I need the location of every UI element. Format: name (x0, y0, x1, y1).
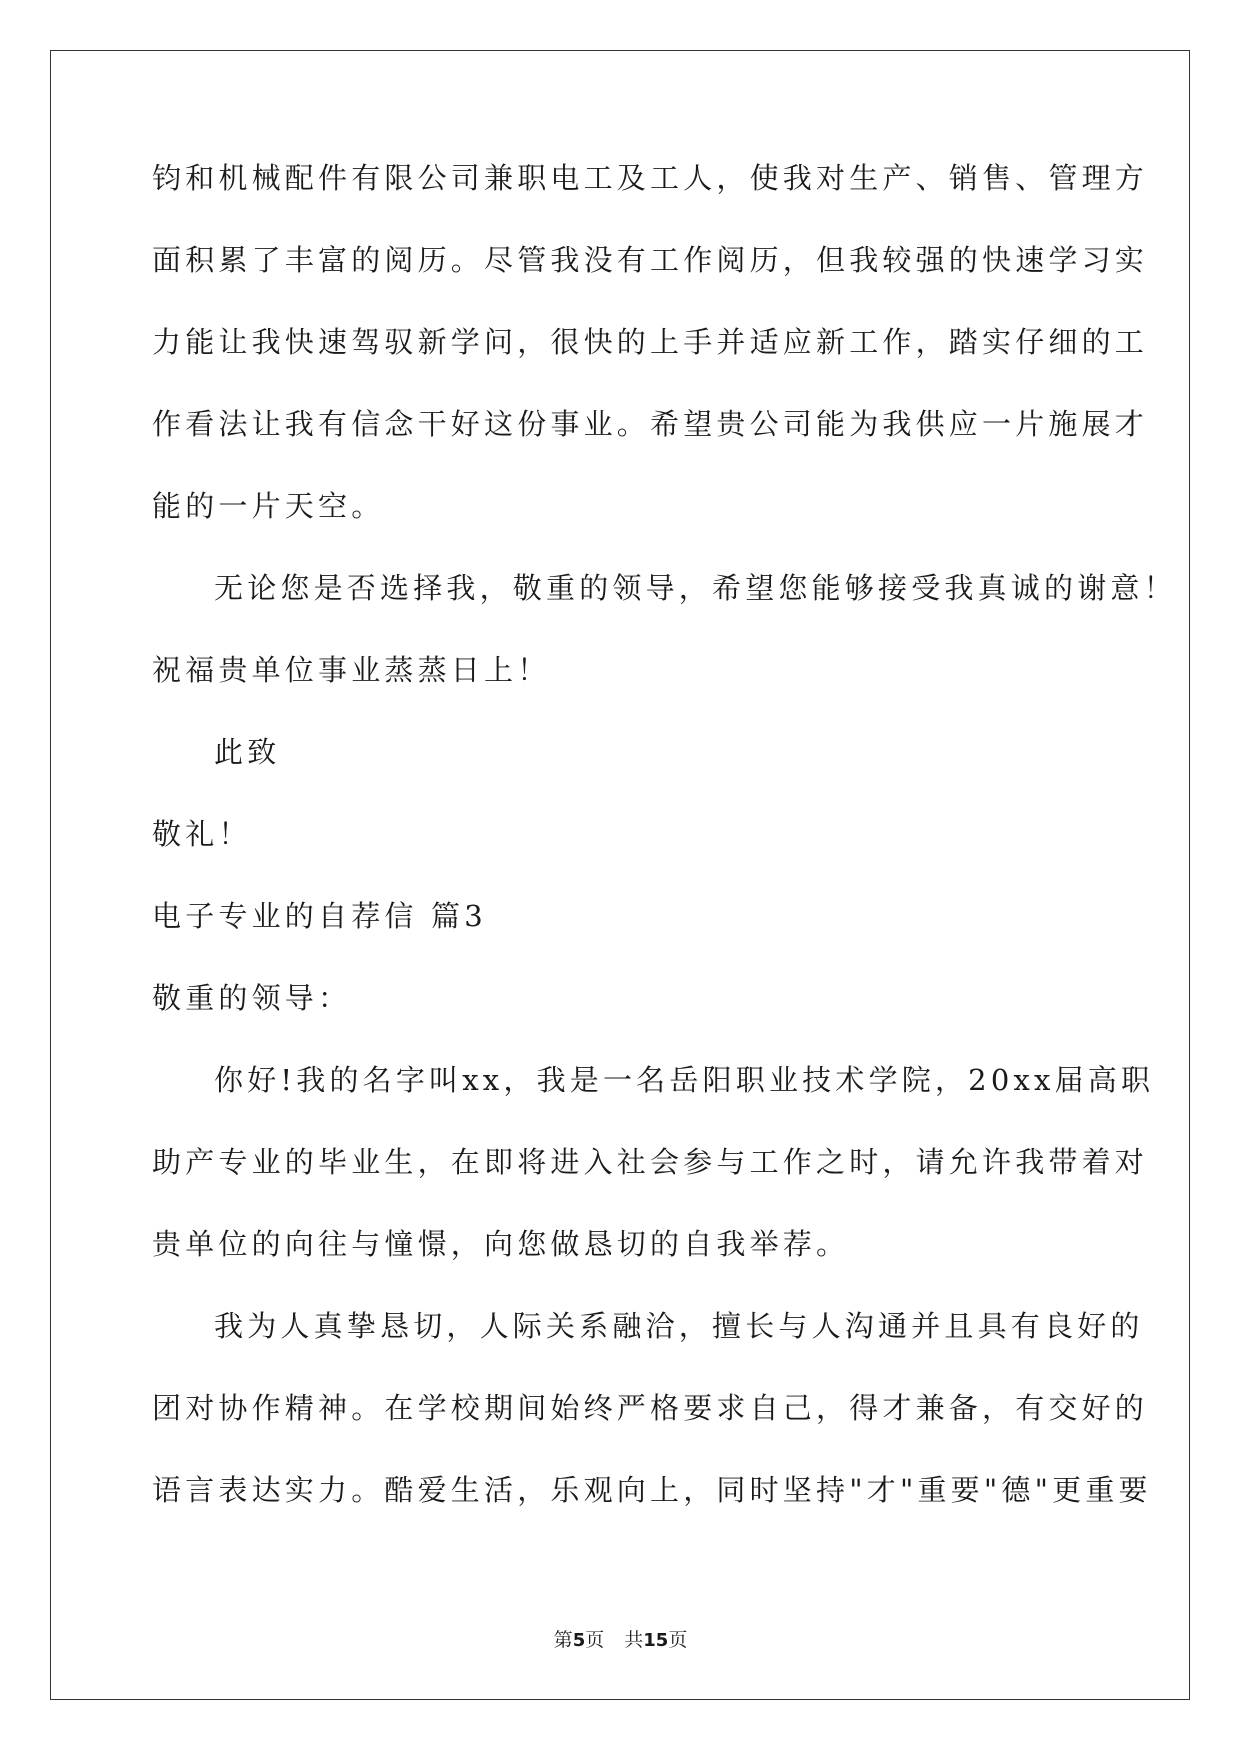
closing-regards: 敬礼！ (152, 817, 252, 851)
footer-total-suffix: 页 (668, 1629, 688, 1651)
footer-total-pages: 15 (643, 1630, 669, 1651)
body-line: 你好!我的名字叫xx，我是一名岳阳职业技术学院，20xx届高职 (214, 1063, 1155, 1097)
body-line: 祝福贵单位事业蒸蒸日上！ (152, 653, 551, 687)
body-line: 力能让我快速驾驭新学问，很快的上手并适应新工作，踏实仔细的工 (152, 325, 1149, 359)
body-line: 助产专业的毕业生，在即将进入社会参与工作之时，请允许我带着对 (152, 1145, 1149, 1179)
body-line: 无论您是否选择我，敬重的领导，希望您能够接受我真诚的谢意！ (214, 571, 1177, 605)
body-line: 能的一片天空。 (152, 489, 385, 523)
body-line: 语言表达实力。酷爱生活，乐观向上，同时坚持"才"重要"德"更重要 (152, 1473, 1152, 1507)
footer-page-suffix: 页 (585, 1629, 605, 1651)
body-line: 贵单位的向往与憧憬，向您做恳切的自我举荐。 (152, 1227, 850, 1261)
body-line: 团对协作精神。在学校期间始终严格要求自己，得才兼备，有交好的 (152, 1391, 1149, 1425)
page-footer (0, 1628, 1241, 1653)
footer-total-prefix: 共 (624, 1629, 644, 1651)
greeting: 敬重的领导： (152, 981, 352, 1015)
footer-page-number: 5 (572, 1630, 586, 1651)
body-line: 钧和机械配件有限公司兼职电工及工人，使我对生产、销售、管理方 (152, 161, 1149, 195)
section-heading: 电子专业的自荐信 篇3 (152, 899, 487, 933)
document-body (152, 160, 1177, 1554)
body-line: 作看法让我有信念干好这份事业。希望贵公司能为我供应一片施展才 (152, 407, 1149, 441)
footer-prefix: 第 (553, 1629, 573, 1651)
body-line: 我为人真挚恳切，人际关系融洽，擅长与人沟通并且具有良好的 (214, 1309, 1144, 1343)
body-line: 面积累了丰富的阅历。尽管我没有工作阅历，但我较强的快速学习实 (152, 243, 1149, 277)
closing-salutation: 此致 (214, 735, 281, 769)
